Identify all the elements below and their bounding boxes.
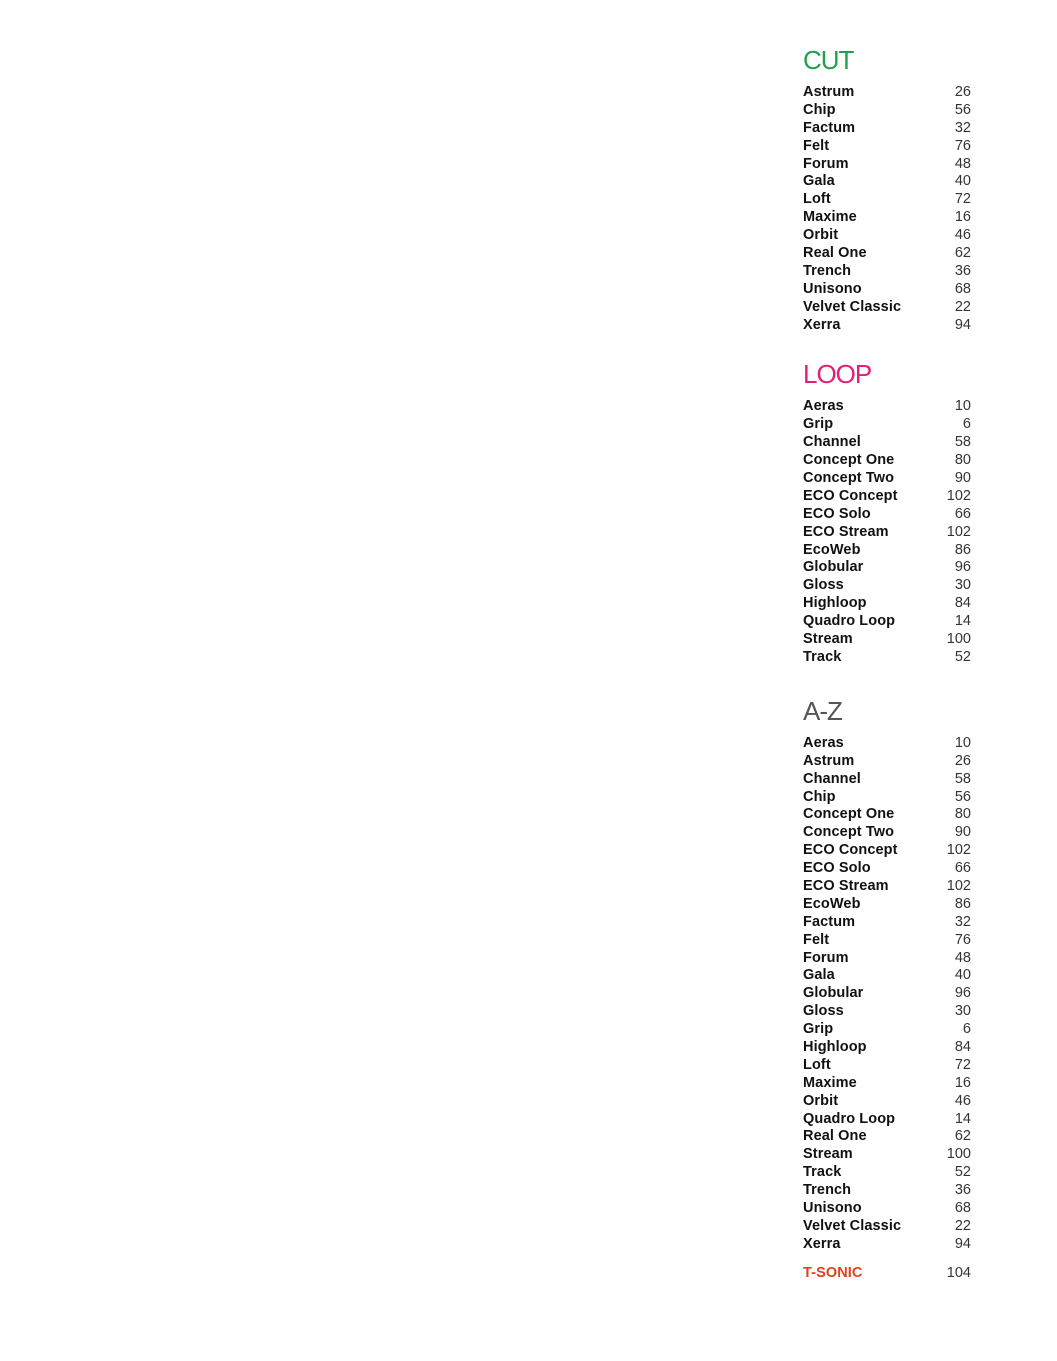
index-entry[interactable] [803, 914, 971, 932]
entry-name: Velvet Classic [803, 298, 902, 315]
entry-name: Felt [803, 931, 830, 948]
entry-name: Forum [803, 155, 849, 172]
entry-name: Highloop [803, 595, 867, 612]
entry-page-number: 96 [954, 985, 971, 1002]
index-entry[interactable] [803, 967, 971, 985]
entry-page-number: 80 [954, 806, 971, 823]
index-entry[interactable] [803, 156, 971, 174]
entry-name: EcoWeb [803, 541, 861, 558]
entry-page-number: 26 [954, 752, 971, 769]
entry-name: Highloop [803, 1038, 867, 1055]
entry-page-number: 90 [954, 824, 971, 841]
entry-name: Orbit [803, 227, 839, 244]
entry-page-number: 86 [954, 895, 971, 912]
index-entry[interactable] [803, 753, 971, 771]
index-entry[interactable] [803, 209, 971, 227]
entry-page-number: 90 [954, 470, 971, 487]
entry-name: ECO Solo [803, 505, 871, 522]
entry-page-number: 46 [954, 227, 971, 244]
index-entry[interactable] [803, 649, 971, 667]
entry-page-number: 68 [954, 1199, 971, 1216]
section-list-loop [803, 398, 971, 666]
index-entry[interactable] [803, 120, 971, 138]
entry-name: Track [803, 648, 842, 665]
entry-name: ECO Stream [803, 877, 889, 894]
entry-name: EcoWeb [803, 895, 861, 912]
entry-page-number: 102 [946, 842, 971, 859]
entry-name: Concept Two [803, 470, 895, 487]
entry-name: Gloss [803, 577, 844, 594]
index-entry[interactable] [803, 559, 971, 577]
index-entry[interactable] [803, 789, 971, 807]
entry-name: Stream [803, 631, 853, 648]
entry-name: Channel [803, 434, 861, 451]
entry-page-number: 48 [954, 949, 971, 966]
index-entry[interactable] [803, 1093, 971, 1111]
index-entry[interactable] [803, 488, 971, 506]
entry-page-number: 10 [954, 398, 971, 415]
entry-page-number: 46 [954, 1092, 971, 1109]
index-entry[interactable] [803, 227, 971, 245]
entry-page-number: 58 [954, 434, 971, 451]
entry-name: Felt [803, 137, 830, 154]
entry-page-number: 52 [954, 1164, 971, 1181]
entry-name: Chip [803, 101, 836, 118]
index-entry[interactable] [803, 317, 971, 335]
index-entry[interactable] [803, 299, 971, 317]
entry-name: ECO Concept [803, 487, 898, 504]
index-entry[interactable] [803, 416, 971, 434]
entry-name: Track [803, 1164, 842, 1181]
section-loop [803, 358, 971, 666]
index-entry[interactable] [803, 245, 971, 263]
entry-page-number: 16 [954, 209, 971, 226]
index-entry[interactable] [803, 1164, 971, 1182]
entry-name: Maxime [803, 209, 857, 226]
index-entry[interactable] [803, 932, 971, 950]
index-entry[interactable] [803, 595, 971, 613]
entry-page-number: 102 [946, 877, 971, 894]
entry-name: Channel [803, 770, 861, 787]
section-list-cut [803, 84, 971, 334]
index-entry[interactable] [803, 452, 971, 470]
entry-page-number: 62 [954, 1128, 971, 1145]
entry-page-number: 16 [954, 1074, 971, 1091]
entry-page-number: 30 [954, 1003, 971, 1020]
section-cut [803, 44, 971, 334]
entry-page-number: 56 [954, 788, 971, 805]
entry-name: Globular [803, 559, 864, 576]
entry-page-number: 104 [946, 1264, 971, 1281]
entry-name: Unisono [803, 1199, 862, 1216]
index-entry[interactable] [803, 1200, 971, 1218]
entry-page-number: 48 [954, 155, 971, 172]
index-entry[interactable] [803, 84, 971, 102]
index-entry[interactable] [803, 771, 971, 789]
index-entry[interactable] [803, 138, 971, 156]
entry-name: ECO Stream [803, 523, 889, 540]
entry-name: Loft [803, 1056, 831, 1073]
entry-page-number: 56 [954, 101, 971, 118]
entry-page-number: 52 [954, 648, 971, 665]
index-entry[interactable] [803, 1075, 971, 1093]
entry-page-number: 76 [954, 931, 971, 948]
entry-page-number: 58 [954, 770, 971, 787]
entry-name: Aeras [803, 398, 844, 415]
entry-page-number: 72 [954, 1056, 971, 1073]
entry-page-number: 76 [954, 137, 971, 154]
entry-page-number: 84 [954, 1038, 971, 1055]
entry-name: Aeras [803, 734, 844, 751]
index-entry[interactable] [803, 434, 971, 452]
entry-name: Astrum [803, 84, 855, 100]
index-entry[interactable] [803, 1218, 971, 1236]
entry-page-number: 22 [954, 1217, 971, 1234]
entry-name: Unisono [803, 280, 862, 297]
entry-page-number: 84 [954, 595, 971, 612]
index-entry[interactable] [803, 735, 971, 753]
index-entry[interactable] [803, 1057, 971, 1075]
entry-page-number: 6 [962, 1021, 971, 1038]
entry-name: Concept One [803, 452, 895, 469]
entry-page-number: 62 [954, 245, 971, 262]
index-entry[interactable] [803, 1111, 971, 1129]
index-entry[interactable] [803, 1003, 971, 1021]
entry-name: Real One [803, 1128, 867, 1145]
entry-page-number: 26 [954, 84, 971, 100]
entry-name: Grip [803, 1021, 834, 1038]
index-entry[interactable] [803, 896, 971, 914]
index-entry[interactable] [803, 470, 971, 488]
entry-page-number: 40 [954, 173, 971, 190]
entry-page-number: 36 [954, 262, 971, 279]
entry-page-number: 102 [946, 523, 971, 540]
entry-name: Trench [803, 1182, 852, 1199]
index-entry[interactable] [803, 577, 971, 595]
index-entry[interactable] [803, 1182, 971, 1200]
entry-page-number: 32 [954, 913, 971, 930]
entry-page-number: 32 [954, 119, 971, 136]
index-entry[interactable] [803, 398, 971, 416]
entry-page-number: 68 [954, 280, 971, 297]
entry-name: Orbit [803, 1092, 839, 1109]
index-entry[interactable] [803, 613, 971, 631]
entry-page-number: 66 [954, 505, 971, 522]
index-entry-t-sonic[interactable] [803, 1265, 971, 1283]
entry-page-number: 94 [954, 1235, 971, 1252]
product-index [803, 44, 971, 1283]
index-entry[interactable] [803, 950, 971, 968]
index-entry[interactable] [803, 191, 971, 209]
entry-name: Concept One [803, 806, 895, 823]
index-entry[interactable] [803, 524, 971, 542]
index-entry[interactable] [803, 806, 971, 824]
entry-page-number: 86 [954, 541, 971, 558]
entry-name: Velvet Classic [803, 1217, 902, 1234]
section-title-cut: CUT [803, 45, 854, 75]
entry-page-number: 80 [954, 452, 971, 469]
entry-name: Quadro Loop [803, 613, 896, 630]
section-a-z [803, 695, 971, 1254]
index-entry[interactable] [803, 824, 971, 842]
section-list-a-z [803, 735, 971, 1254]
entry-page-number: 72 [954, 191, 971, 208]
entry-page-number: 30 [954, 577, 971, 594]
index-entry[interactable] [803, 263, 971, 281]
entry-page-number: 6 [962, 416, 971, 433]
index-entry[interactable] [803, 1128, 971, 1146]
entry-name: Gala [803, 967, 835, 984]
section-title-a-z: A-Z [803, 695, 842, 726]
entry-name: ECO Solo [803, 860, 871, 877]
index-entry[interactable] [803, 1236, 971, 1254]
entry-name: T-SONIC [803, 1264, 863, 1281]
entry-name: Real One [803, 245, 867, 262]
entry-page-number: 102 [946, 487, 971, 504]
entry-page-number: 22 [954, 298, 971, 315]
entry-page-number: 96 [954, 559, 971, 576]
entry-name: Xerra [803, 316, 841, 333]
entry-name: Factum [803, 119, 856, 136]
entry-name: Grip [803, 416, 834, 433]
index-entry[interactable] [803, 842, 971, 860]
entry-name: Xerra [803, 1235, 841, 1252]
entry-page-number: 14 [954, 613, 971, 630]
entry-name: Gala [803, 173, 835, 190]
index-entry[interactable] [803, 506, 971, 524]
entry-name: Quadro Loop [803, 1110, 896, 1127]
entry-page-number: 100 [946, 631, 971, 648]
entry-name: Astrum [803, 752, 855, 769]
entry-name: Forum [803, 949, 849, 966]
entry-page-number: 40 [954, 967, 971, 984]
index-entry[interactable] [803, 102, 971, 120]
entry-name: Stream [803, 1146, 853, 1163]
index-entry[interactable] [803, 860, 971, 878]
index-entry[interactable] [803, 173, 971, 191]
index-entry[interactable] [803, 1021, 971, 1039]
index-entry[interactable] [803, 631, 971, 649]
entry-page-number: 66 [954, 860, 971, 877]
entry-name: Gloss [803, 1003, 844, 1020]
entry-name: ECO Concept [803, 842, 898, 859]
index-entry[interactable] [803, 985, 971, 1003]
entry-page-number: 100 [946, 1146, 971, 1163]
entry-page-number: 94 [954, 316, 971, 333]
entry-page-number: 36 [954, 1182, 971, 1199]
index-entry[interactable] [803, 1146, 971, 1164]
entry-name: Trench [803, 262, 852, 279]
entry-name: Concept Two [803, 824, 895, 841]
entry-name: Chip [803, 788, 836, 805]
index-entry[interactable] [803, 1039, 971, 1057]
section-title-loop: LOOP [803, 359, 872, 390]
index-entry[interactable] [803, 281, 971, 299]
index-entry[interactable] [803, 878, 971, 896]
entry-name: Loft [803, 191, 831, 208]
entry-page-number: 10 [954, 734, 971, 751]
entry-name: Factum [803, 913, 856, 930]
entry-name: Globular [803, 985, 864, 1002]
index-entry[interactable] [803, 542, 971, 560]
entry-name: Maxime [803, 1074, 857, 1091]
entry-page-number: 14 [954, 1110, 971, 1127]
